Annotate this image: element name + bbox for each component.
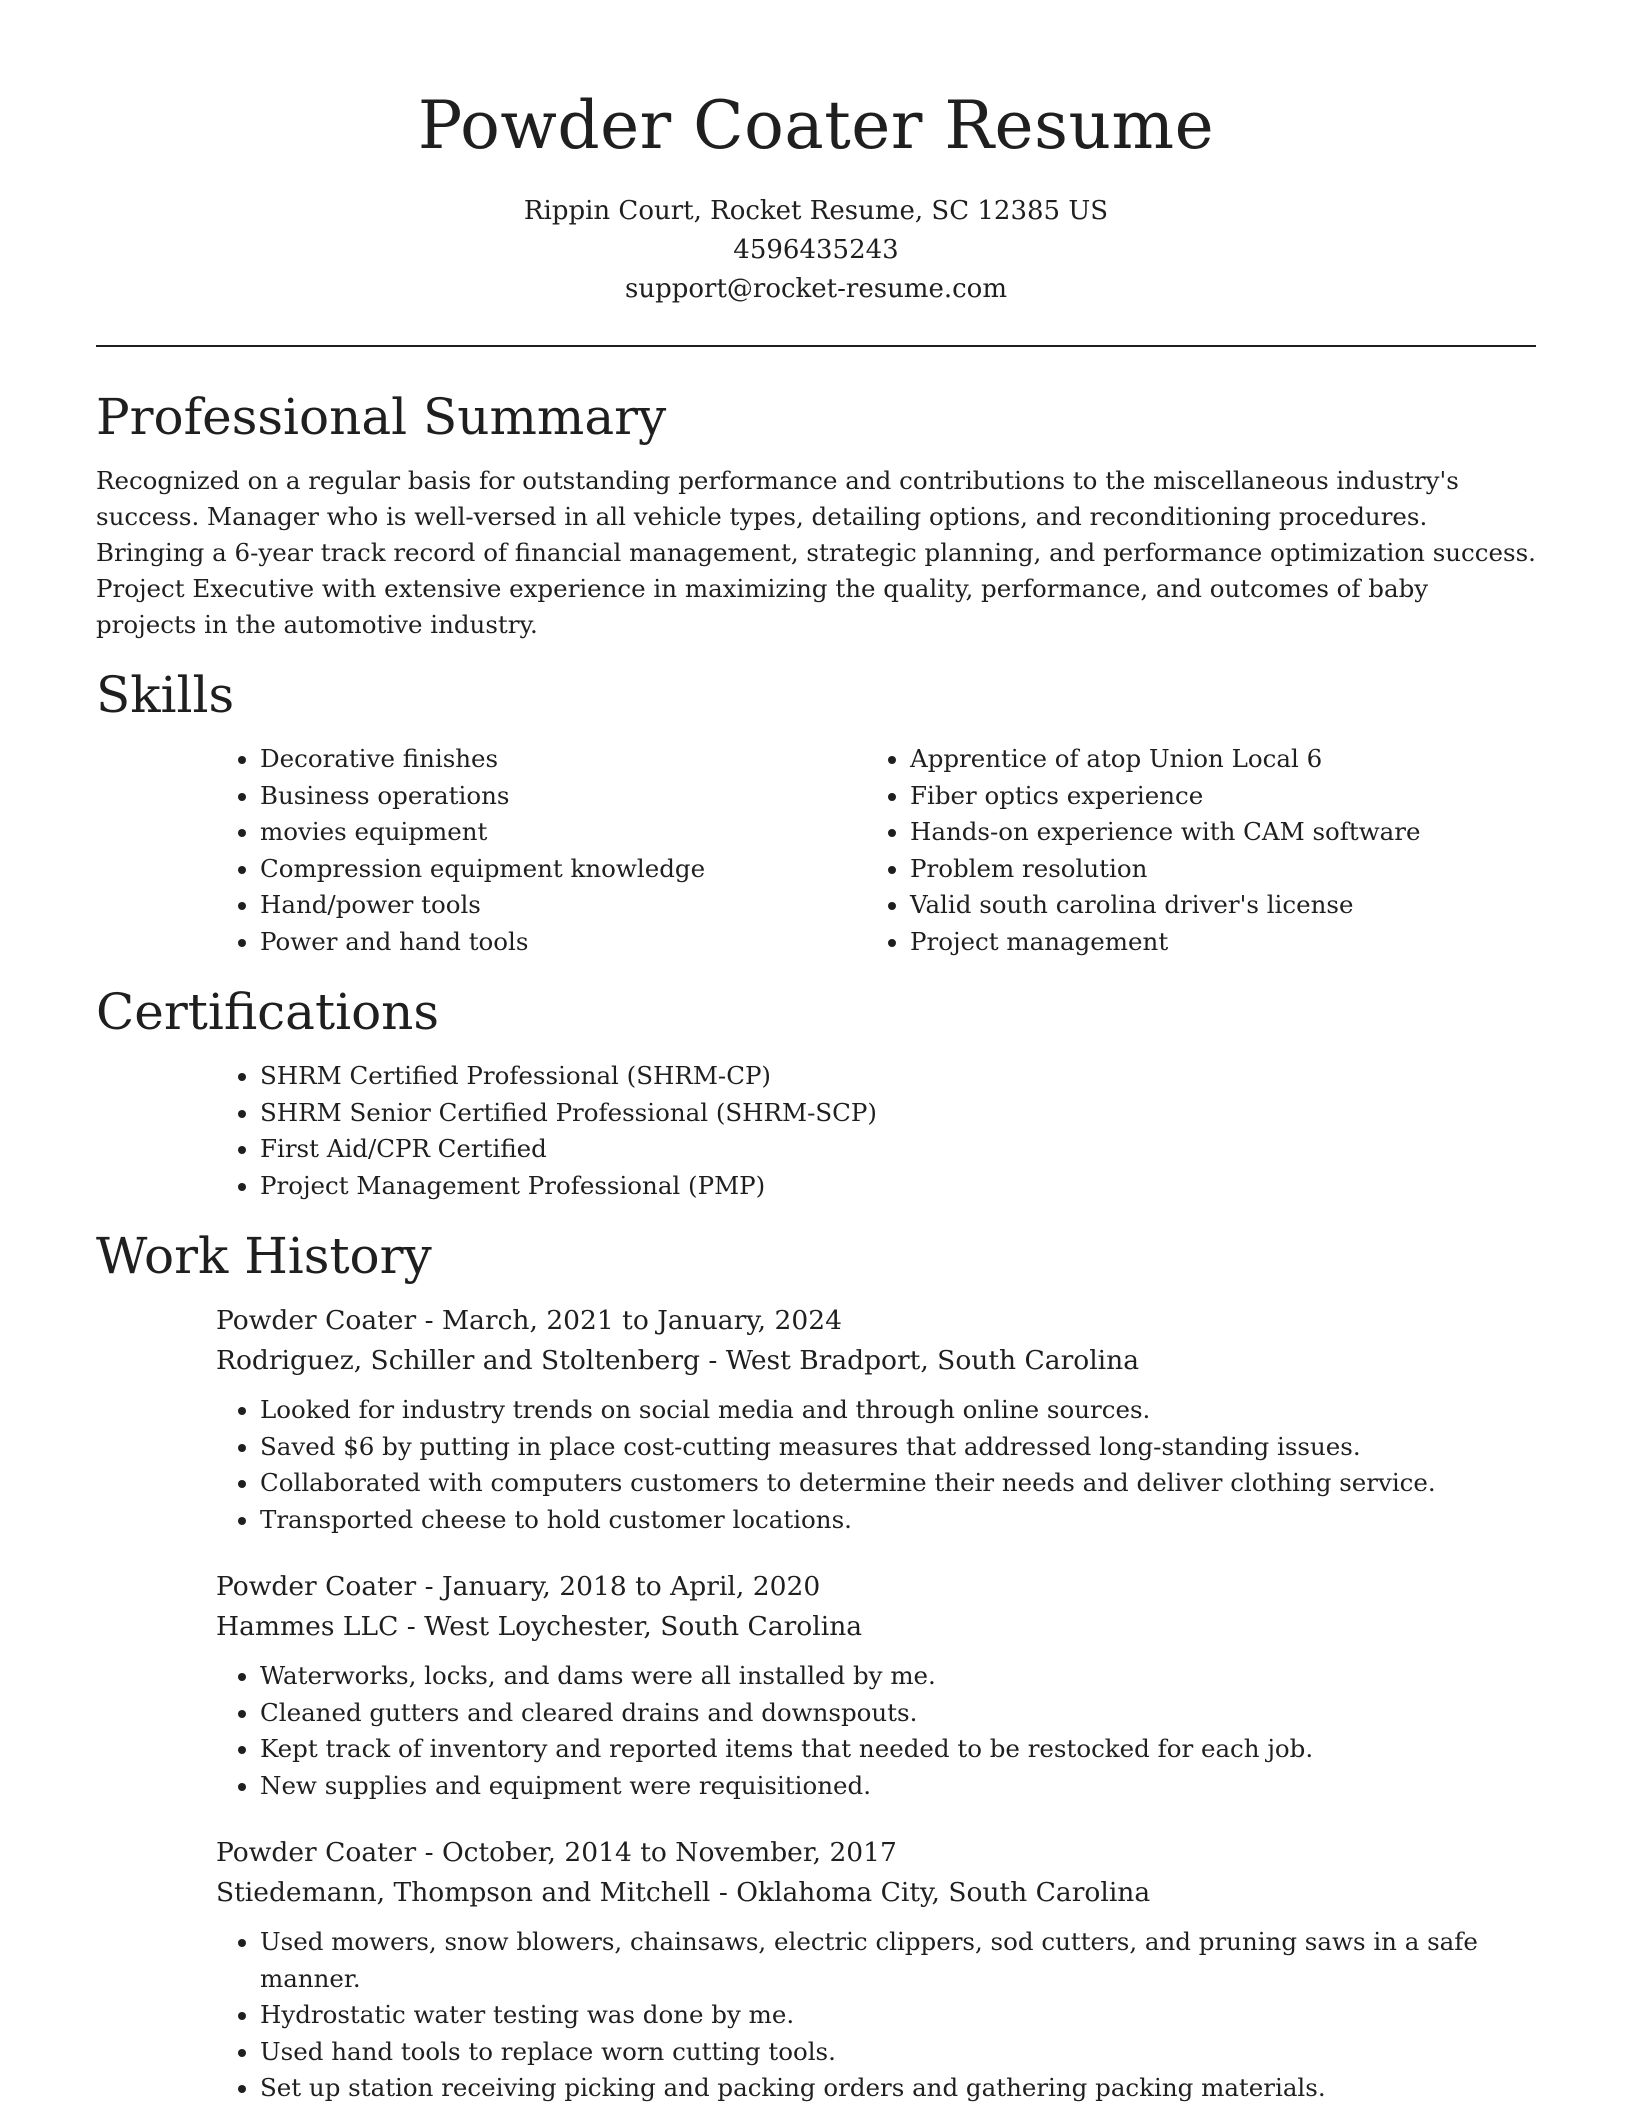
certification-item: • SHRM Senior Certified Professional (SHRM-SCP): [260, 1095, 1536, 1132]
certification-item: • First Aid/CPR Certified: [260, 1131, 1536, 1168]
skill-item: • Decorative finishes: [260, 741, 866, 778]
summary-section: [96, 387, 1536, 643]
job-title-dates: Powder Coater - October, 2014 to November, 2017: [216, 1837, 897, 1868]
certifications-heading: Certifications: [96, 983, 440, 1041]
resume-title: Powder Coater Resume: [417, 87, 1215, 164]
job-company-location: Rodriguez, Schiller and Stoltenberg - West Bradport, South Carolina: [216, 1345, 1140, 1376]
certification-item: • SHRM Certified Professional (SHRM-CP): [260, 1058, 1536, 1095]
header-divider: [96, 345, 1536, 347]
resume-page: [96, 0, 1536, 2107]
address: Rippin Court, Rocket Resume, SC 12385 US: [523, 196, 1109, 226]
work-history-heading: Work History: [96, 1227, 432, 1285]
skill-item: • Fiber optics experience: [910, 778, 1516, 815]
resume-header: [96, 0, 1536, 309]
skill-item: • Business operations: [260, 778, 866, 815]
job-company-location: Hammes LLC - West Loychester, South Carolina: [216, 1611, 863, 1642]
skill-item: • Hand/power tools: [260, 887, 866, 924]
skill-item: • Compression equipment knowledge: [260, 851, 866, 888]
job-duty: • New supplies and equipment were requisitioned.: [260, 1768, 1536, 1805]
job-entry: [216, 1834, 1536, 2107]
job-company-location: Stiedemann, Thompson and Mitchell - Oklahoma City, South Carolina: [216, 1877, 1151, 1908]
job-duty: • Looked for industry trends on social media and through online sources.: [260, 1392, 1536, 1429]
skills-columns: [216, 741, 1536, 960]
job-duty: • Used mowers, snow blowers, chainsaws, electric clippers, sod cutters, and pruning saws in a safe manner.: [260, 1924, 1536, 1997]
job-duty: • Transported cheese to hold customer locations.: [260, 1502, 1536, 1539]
job-duties-list: [216, 1658, 1536, 1804]
job-title-dates: Powder Coater - January, 2018 to April, 2020: [216, 1571, 821, 1602]
email-address: support@rocket-resume.com: [624, 274, 1007, 304]
skills-heading: Skills: [96, 666, 235, 724]
job-duty: • Used hand tools to replace worn cutting tools.: [260, 2034, 1536, 2071]
certifications-list: [216, 1058, 1536, 1204]
job-entry: [216, 1302, 1536, 1538]
job-duty: • Set up station receiving picking and packing orders and gathering packing materials.: [260, 2070, 1536, 2107]
skill-item: • Hands-on experience with CAM software: [910, 814, 1516, 851]
work-history-section: [96, 1226, 1536, 2107]
job-duty: • Saved $6 by putting in place cost-cutting measures that addressed long-standing issues.: [260, 1429, 1536, 1466]
skill-item: • Problem resolution: [910, 851, 1516, 888]
job-duty: • Cleaned gutters and cleared drains and downspouts.: [260, 1695, 1536, 1732]
contact-info: [96, 192, 1536, 309]
summary-text: Recognized on a regular basis for outstanding performance and contributions to the miscellaneous industry's success. Manager who is well-versed in all vehicle types, detailing options, and reconditioning procedures. Bringing a 6-year track record of financial management, strategic planning, and performance optimization success. Project Executive with extensive experience in maximizing the quality, performance, and outcomes of baby projects in the automotive industry.: [96, 466, 1536, 639]
skill-item: • movies equipment: [260, 814, 866, 851]
skill-item: • Power and hand tools: [260, 924, 866, 961]
job-entry: [216, 1568, 1536, 1804]
skills-list-left: [216, 741, 866, 960]
job-duty: • Collaborated with computers customers to determine their needs and deliver clothing service.: [260, 1465, 1536, 1502]
job-duties-list: [216, 1392, 1536, 1538]
certifications-section: [96, 982, 1536, 1204]
certification-item: • Project Management Professional (PMP): [260, 1168, 1536, 1205]
skill-item: • Valid south carolina driver's license: [910, 887, 1516, 924]
job-title-dates: Powder Coater - March, 2021 to January, 2024: [216, 1305, 842, 1336]
job-duty: • Hydrostatic water testing was done by me.: [260, 1997, 1536, 2034]
job-duty: • Waterworks, locks, and dams were all installed by me.: [260, 1658, 1536, 1695]
phone-number: 4596435243: [733, 235, 899, 265]
skill-item: • Project management: [910, 924, 1516, 961]
job-duty: • Kept track of inventory and reported items that needed to be restocked for each job.: [260, 1731, 1536, 1768]
summary-heading: Professional Summary: [96, 388, 667, 446]
skills-list-right: [866, 741, 1516, 960]
skill-item: • Apprentice of atop Union Local 6: [910, 741, 1516, 778]
skills-section: [96, 665, 1536, 960]
job-duties-list: [216, 1924, 1536, 2107]
